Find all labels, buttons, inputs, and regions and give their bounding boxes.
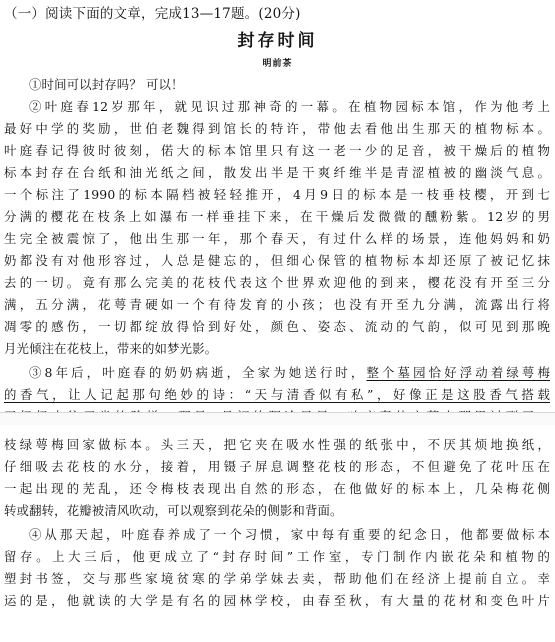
line-text: ②叶庭春12岁那年，就见识过那神奇的一幕。在植物园标本馆，作为他考上 [29, 99, 550, 114]
line-text: 留存。上大三后，他更成立了“封存时间”工作室，专门制作内嵌花朵和植物的 [4, 549, 550, 564]
line-text: 奶都没有对他形容过，人总是健忘的，但细心保管的植物标本却还原了被记忆抹 [4, 253, 550, 268]
text-line [4, 338, 550, 360]
line-text: 运的是，他就读的大学是有名的园林学校，由春至秋，有大量的花材和变色叶片 [4, 593, 550, 608]
underlined-text: 的香气，让人记起那句绝妙的诗：“天与清香似有私”，好像正是这股香气搭载 [4, 387, 550, 402]
text-line [4, 250, 550, 272]
text-line [4, 456, 550, 478]
text-line [4, 228, 550, 250]
line-text: 满，五分满，花萼青硬如一个有待发育的小孩；也没有开至九分满，流露出行将 [4, 297, 550, 312]
line-text: 月光倾注在花枝上，带来的如梦光影。 [4, 341, 218, 356]
line-text: 一起出现的芜乱，还令梅枝表现出自然的形态，在他做好的标本上，几朵梅花侧 [4, 481, 550, 496]
text-line [4, 546, 550, 568]
line-text: 凋零的感伤，一切都绽放得恰到好处，颜色、姿态、流动的气韵，似可见到那晚 [4, 319, 550, 334]
line-text: ④从那天起，叶庭春养成了一个习惯，家中每有重要的纪念日，他都要做标本 [29, 527, 550, 542]
text-line [4, 434, 550, 456]
line-text: 枝绿萼梅回家做标本。头三天，把它夹在吸水性强的纸张中，不厌其烦地换纸， [4, 437, 550, 452]
text-line [4, 272, 550, 294]
text-line [4, 294, 550, 316]
text-line [4, 184, 550, 206]
text-line [4, 362, 550, 384]
text-line [4, 206, 550, 228]
line-text: 去的一切。竟有那么完美的花枝代表这个世界欢迎他的到来，樱花没有开至三分 [4, 275, 550, 290]
text-line [4, 478, 550, 500]
text-line [4, 74, 550, 96]
line-text: 叶庭春记得彼时彼刻，偌大的标本馆里只有这一老一少的足音，被干燥后的植物 [4, 143, 550, 158]
line-text: 分满的樱花在枝条上如瀑布一样垂挂下来，在干燥后发微微的醺粉紫。12岁的男 [4, 209, 550, 224]
text-line [4, 96, 550, 118]
article-author: 明前茶 [262, 59, 293, 69]
line-text: 生完全被震惊了，他出生那一年，那个春天，有过什么样的场景，连他妈妈和奶 [4, 231, 550, 246]
underlined-text: 整个墓园恰好浮动着绿萼梅 [366, 365, 550, 380]
text-line [4, 162, 550, 184]
text-line [4, 524, 550, 546]
text-line [4, 140, 550, 162]
line-text: 转或翻转，花瓣被清风吹动，可以观察到花朵的侧影和背面。 [4, 503, 343, 518]
line-text: ①时间可以封存吗？ 可以！ [29, 77, 184, 92]
line-text: 最好中学的奖励，世伯老魏得到馆长的特许，带他去看他出生那天的植物标本。 [4, 121, 550, 136]
text-line [4, 118, 550, 140]
text-line [4, 568, 550, 590]
text-line [4, 316, 550, 338]
text-line [4, 384, 550, 406]
line-text: 标本封存在台纸和油光纸之间，散发出半是干爽纤维半是青涩植被的幽淡气息。 [4, 165, 550, 180]
line-text: 仔细吸去花枝的水分，接着，用镊子屏息调整花枝的形态，不但避免了花叶压在 [4, 459, 550, 474]
line-text: 塑封书签，交与那些家境贫寒的学弟学妹去卖，帮助他们在经济上提前自立。幸 [4, 571, 550, 586]
line-text: 一个标注了1990的标本隔档被轻轻推开，4月9日的标本是一枝垂枝樱，开到七 [4, 187, 550, 202]
page-break-gap [0, 412, 555, 425]
text-line [4, 590, 550, 612]
question-header: （一）阅读下面的文章，完成13—17题。(20分) [4, 6, 301, 22]
article-title: 封存时间 [237, 31, 318, 51]
text-line [4, 500, 550, 522]
line-text: ③8年后，叶庭春的奶奶病逝，全家为她送行时， [29, 365, 367, 380]
